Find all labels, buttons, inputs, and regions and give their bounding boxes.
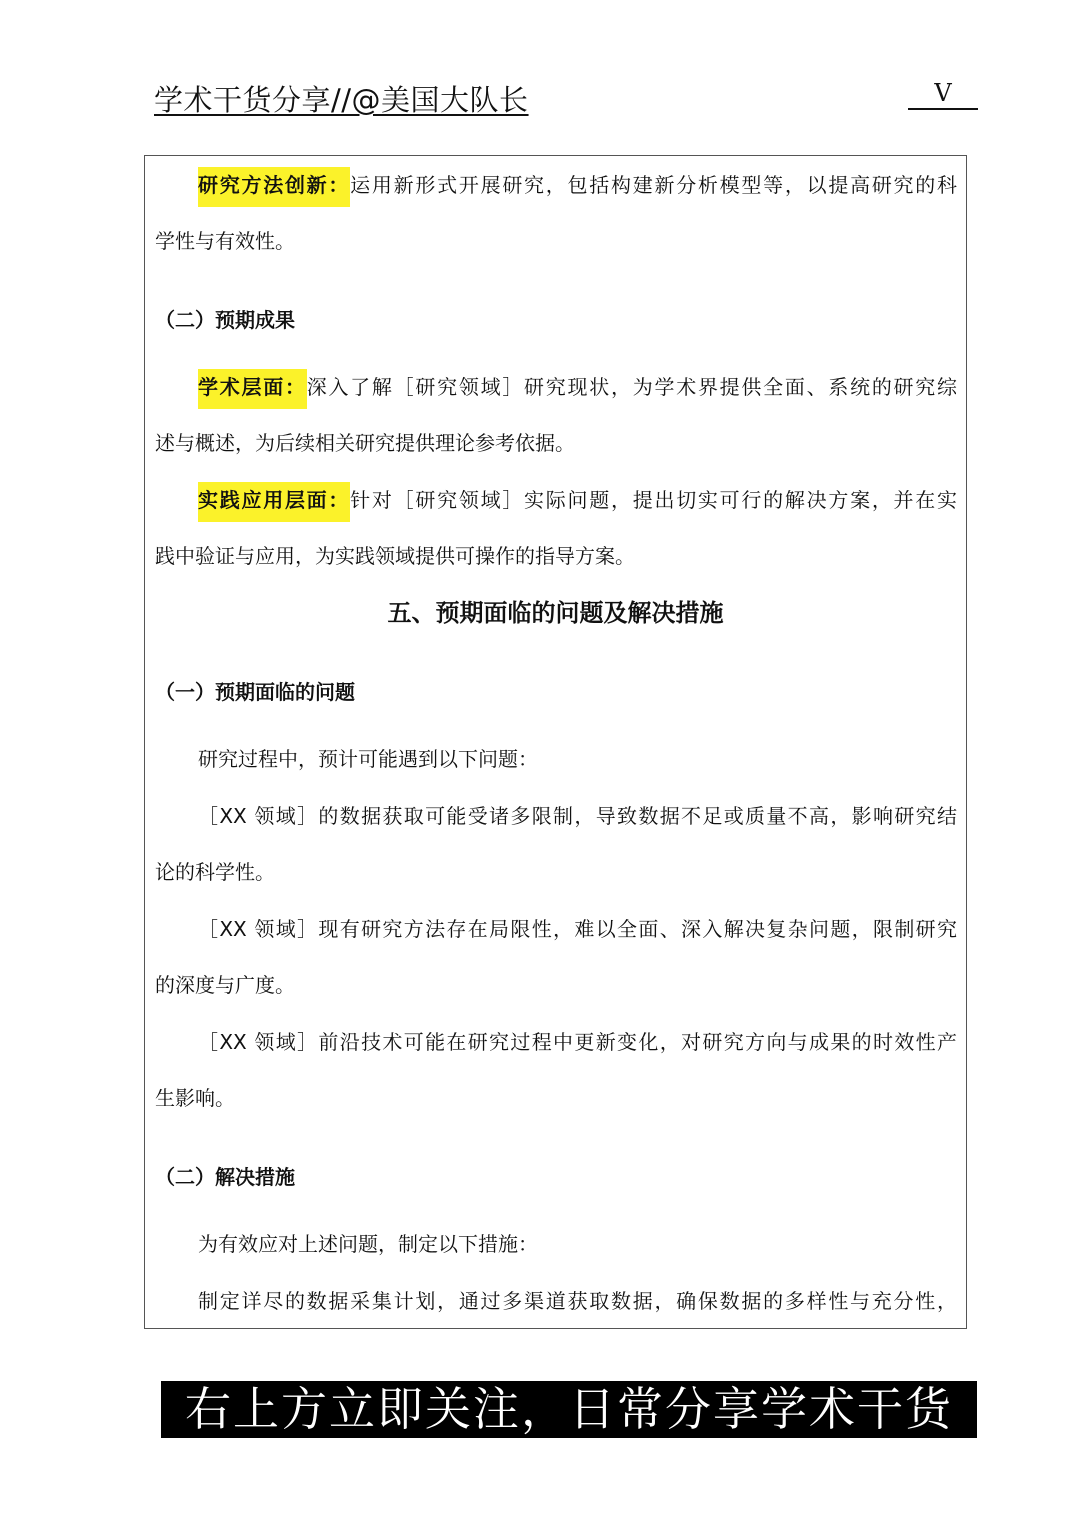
problem-2-line2: 的深度与广度。 — [155, 973, 295, 997]
problem-1-line2: 论的科学性。 — [155, 860, 275, 884]
content-frame — [144, 155, 967, 1329]
problems-intro: 研究过程中，预计可能遇到以下问题： — [198, 747, 538, 771]
subheading-solutions: （二）解决措施 — [155, 1165, 295, 1189]
solutions-intro: 为有效应对上述问题，制定以下措施： — [198, 1232, 538, 1256]
academic-level-line2: 述与概述，为后续相关研究提供理论参考依据。 — [155, 431, 575, 455]
page-number: V — [908, 78, 978, 110]
problem-3-line1: ［XX 领域］前沿技术可能在研究过程中更新变化，对研究方向与成果的时效性产 — [198, 1030, 957, 1054]
highlight-label: 研究方法创新： — [198, 167, 350, 207]
follow-banner: 右上方立即关注，日常分享学术干货 — [161, 1381, 977, 1438]
problem-3-line2: 生影响。 — [155, 1086, 235, 1110]
solution-1-line1: 制定详尽的数据采集计划，通过多渠道获取数据，确保数据的多样性与充分性， — [198, 1289, 957, 1313]
subheading-problems: （一）预期面临的问题 — [155, 680, 355, 704]
highlight-label: 学术层面： — [198, 369, 307, 409]
method-innovation-line1: 研究方法创新：运用新形式开展研究，包括构建新分析模型等，以提高研究的科 — [198, 170, 957, 200]
header-title: 学术干货分享//@美国大队长 — [154, 83, 529, 117]
problem-2-line1: ［XX 领域］现有研究方法存在局限性，难以全面、深入解决复杂问题，限制研究 — [198, 917, 957, 941]
academic-level-line1: 学术层面：深入了解［研究领域］研究现状，为学术界提供全面、系统的研究综 — [198, 372, 957, 402]
method-innovation-line2: 学性与有效性。 — [155, 229, 295, 253]
practice-level-line2: 践中验证与应用，为实践领域提供可操作的指导方案。 — [155, 544, 635, 568]
practice-level-line1: 实践应用层面：针对［研究领域］实际问题，提出切实可行的解决方案，并在实 — [198, 485, 957, 515]
subheading-outcomes: （二）预期成果 — [155, 308, 295, 332]
section-five-heading: 五、预期面临的问题及解决措施 — [387, 599, 724, 627]
problem-1-line1: ［XX 领域］的数据获取可能受诸多限制，导致数据不足或质量不高，影响研究结 — [198, 804, 957, 828]
highlight-label: 实践应用层面： — [198, 482, 350, 522]
